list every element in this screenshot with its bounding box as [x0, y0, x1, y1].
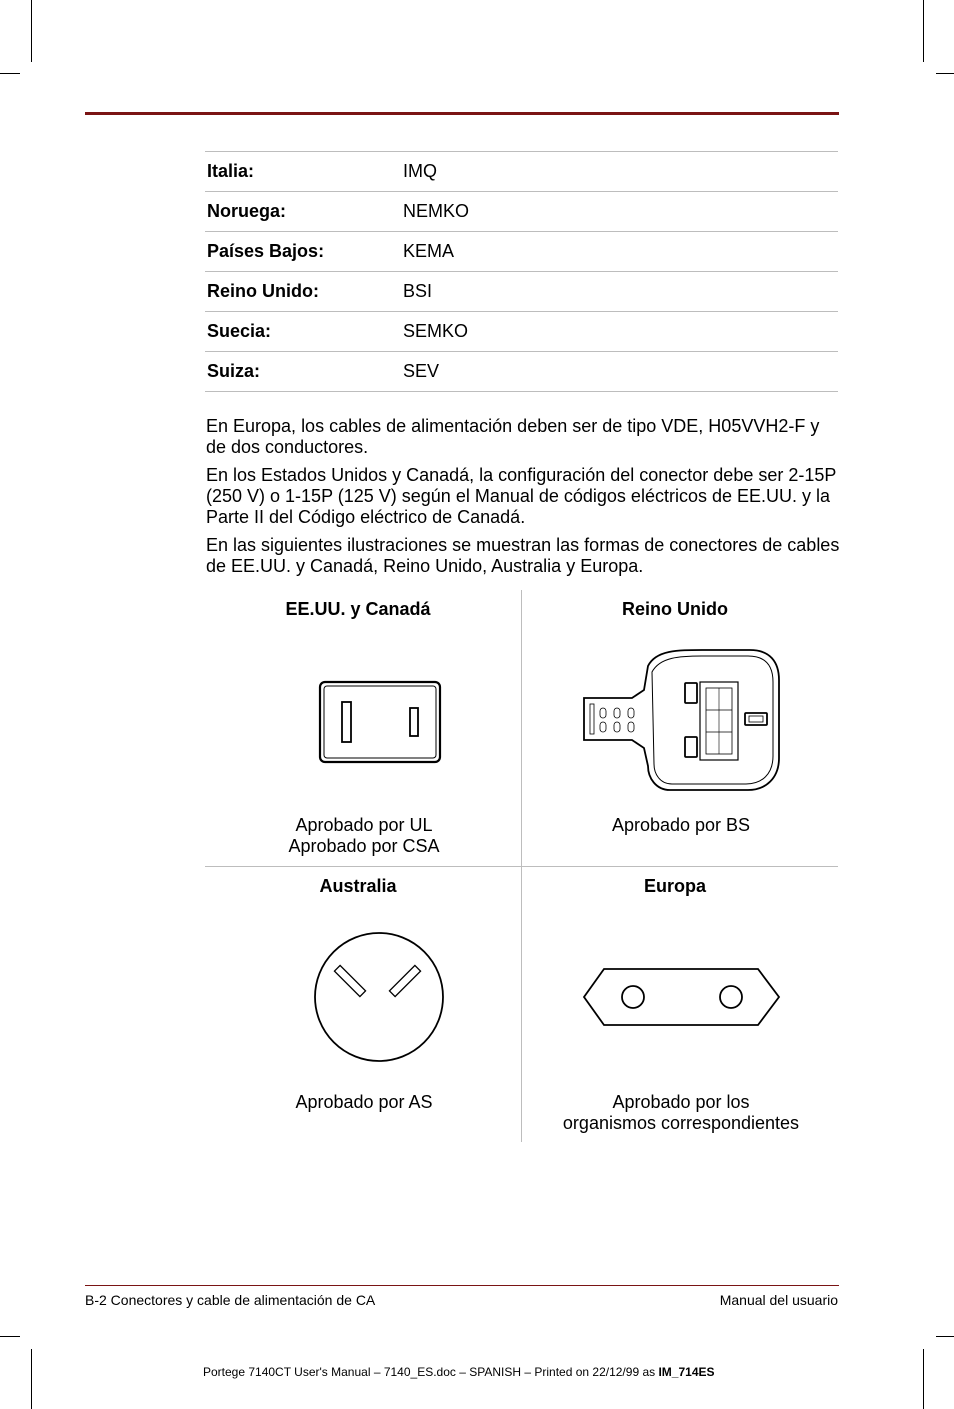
connector-title: Reino Unido [622, 599, 728, 619]
connector-caption [522, 1092, 840, 1134]
connector-caption [522, 815, 840, 836]
paragraph-europe: En Europa, los cables de alimentación deben ser de tipo VDE, H05VVH2-F y de dos conductores. [206, 416, 820, 457]
us-plug-icon [318, 680, 442, 764]
crop-mark [923, 0, 924, 62]
connector-title: Europa [643, 876, 706, 896]
crop-mark [31, 1349, 32, 1409]
connector-europe [522, 867, 838, 1143]
caption-line: Aprobado por BS [611, 815, 751, 835]
table-row [205, 272, 838, 312]
crop-mark [0, 1336, 20, 1337]
agency-cell: KEMA [403, 232, 838, 272]
table-row [205, 352, 838, 392]
print-code: IM_714ES [658, 1365, 715, 1379]
country-cell: Italia: [205, 152, 403, 192]
connector-australia [205, 867, 521, 1143]
eu-plug-icon [582, 967, 782, 1027]
agency-cell: SEMKO [403, 312, 838, 352]
paragraph-illustrations: En las siguientes ilustraciones se muestran las formas de conectores de cables de EE.UU. y Canadá, Reino Unido, Australia y Europa. [206, 535, 840, 576]
print-info-text: Portege 7140CT User's Manual – 7140_ES.doc – SPANISH – Printed on 22/12/99 as [203, 1365, 659, 1379]
country-cell: Suecia: [205, 312, 403, 352]
country-cell: Noruega: [205, 192, 403, 232]
caption-line: Aprobado por CSA [288, 836, 440, 856]
agency-cell: BSI [403, 272, 838, 312]
agency-cell: NEMKO [403, 192, 838, 232]
connector-caption [205, 1092, 523, 1113]
country-cell: Suiza: [205, 352, 403, 392]
connector-caption [205, 815, 523, 857]
footer-rule [85, 1285, 839, 1286]
caption-line: Aprobado por UL [295, 815, 433, 835]
connector-us [205, 590, 521, 866]
crop-mark [31, 0, 32, 62]
connector-title: Australia [319, 876, 397, 896]
footer-section-title: B-2 Conectores y cable de alimentación de CA [85, 1292, 376, 1308]
paragraph-usa-canada: En los Estados Unidos y Canadá, la configuración del conector debe ser 2-15P (250 V) o 1-15P (125 V) según el Manual de códigos eléctricos de EE.UU. y la Parte II del Código eléctrico de Canadá. [206, 465, 837, 527]
caption-line: Aprobado por AS [295, 1092, 433, 1112]
table-row [205, 192, 838, 232]
crop-mark [923, 1349, 924, 1409]
country-cell: Reino Unido: [205, 272, 403, 312]
connector-title: EE.UU. y Canadá [285, 599, 431, 619]
crop-mark [936, 73, 954, 74]
table-row [205, 232, 838, 272]
crop-mark [0, 73, 20, 74]
connector-grid [205, 590, 838, 1142]
au-plug-icon [313, 931, 445, 1063]
caption-line: organismos correspondientes [562, 1113, 800, 1133]
country-cell: Países Bajos: [205, 232, 403, 272]
header-rule [85, 112, 839, 115]
agency-cell: SEV [403, 352, 838, 392]
uk-plug-icon [582, 648, 782, 794]
connector-uk [522, 590, 838, 866]
table-row [205, 152, 838, 192]
agency-table [205, 151, 838, 392]
footer-manual-title: Manual del usuario [719, 1292, 838, 1308]
caption-line: Aprobado por los [612, 1092, 750, 1112]
print-info [203, 1365, 715, 1379]
table-row [205, 312, 838, 352]
agency-cell: IMQ [403, 152, 838, 192]
crop-mark [936, 1336, 954, 1337]
